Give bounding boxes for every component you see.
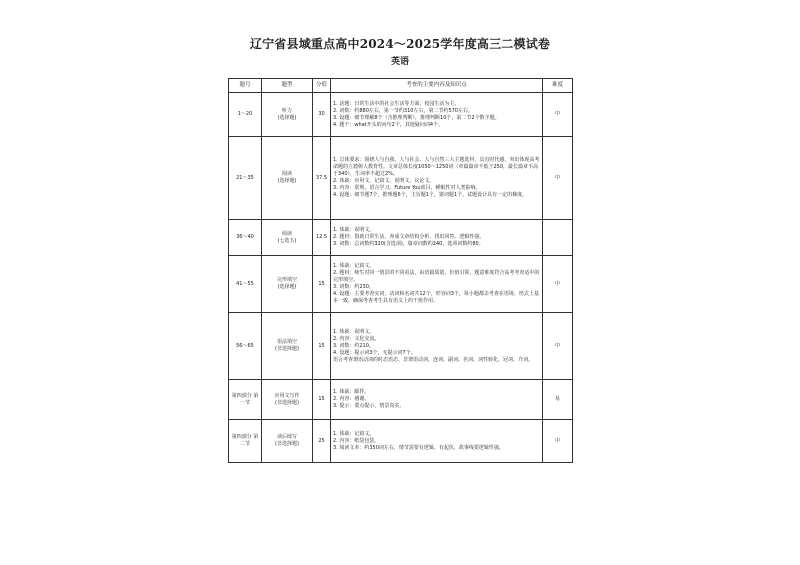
- content-line: 3. 词数：约210。: [333, 342, 374, 349]
- table-row: [229, 220, 573, 256]
- header-type: 题型: [262, 79, 313, 93]
- content-line: 1. 体裁：记叙文。: [333, 430, 375, 437]
- row-score: 30: [313, 93, 331, 137]
- row-type-format: (七选五): [277, 237, 297, 244]
- row-difficulty: 易: [543, 380, 573, 420]
- row-difficulty: 中: [543, 137, 573, 220]
- row-type-name: 阅读: [281, 230, 292, 237]
- row-type-format: (非选择题): [275, 399, 299, 406]
- table-row: [229, 313, 573, 380]
- row-type-format: (非选择题): [275, 346, 299, 352]
- content-line: 4. 题干：what开头的问句2个，其他疑问词4个。: [333, 121, 444, 128]
- row-type-name: 语法填空: [276, 339, 297, 345]
- content-line: 1. 体裁：邮件。: [333, 389, 370, 395]
- content-line: 2. 词数：约880左右，第一节约310左右，第二节约570左右。: [333, 107, 473, 114]
- row-content: [331, 256, 543, 313]
- table-row: [229, 256, 573, 313]
- header-difficulty: 难度: [543, 79, 573, 93]
- subject-label: 英语: [390, 57, 409, 67]
- row-type: [262, 137, 313, 220]
- row-type-format: (选择题): [277, 284, 297, 290]
- content-line: 1. 体裁：说明文。: [333, 227, 375, 233]
- row-content: [331, 380, 543, 420]
- row-content: [331, 93, 543, 137]
- row-type: [262, 420, 313, 463]
- row-score: 15: [313, 256, 331, 313]
- row-number: 56～65: [229, 313, 262, 380]
- header-score: 分值: [313, 79, 331, 93]
- row-type-name: 应用文写作: [274, 392, 300, 399]
- row-number: 41～55: [229, 256, 262, 313]
- content-line: 2. 题材：借助日常生活，养成文章结构分析，找出回答、逻辑性强。: [333, 234, 485, 240]
- row-type: [262, 220, 313, 256]
- content-line: 3. 词数：总词数约320(含选项)，篇章词数约240，选项词数约80。: [333, 241, 484, 247]
- content-line: 3. 提示：要点提示，情景真实。: [333, 403, 405, 409]
- table-row: [229, 137, 573, 220]
- content-line: 3. 阅读文本：约350词左右，情节需要有逻辑，有起伏，故事线要逻辑性强。: [333, 444, 504, 451]
- row-difficulty: 中: [543, 93, 573, 137]
- row-difficulty: 中: [543, 420, 573, 463]
- row-content: [331, 313, 543, 380]
- document-title: 辽宁省县域重点高中2024～2025学年度高三二模试卷: [249, 37, 551, 51]
- row-number: 第四部分 第二节: [229, 420, 262, 463]
- row-type: [262, 256, 313, 313]
- row-score: 25: [313, 420, 331, 463]
- row-number: 1～20: [229, 93, 262, 137]
- table-row: [229, 93, 573, 137]
- content-line: 4. 设题：细节题7个，推理题6个，主旨题1个，猜词题1个。试题设计具有一定的梯度。: [333, 192, 528, 198]
- content-line: 1. 话题：日常生活中的社会生活等方面；校园生活为主。: [333, 100, 460, 107]
- content-line: 1. 体裁：说明文。: [333, 328, 375, 335]
- row-type-name: 读后续写: [276, 434, 297, 440]
- content-line: 2. 体裁：应用文、记叙文、说明文、议论文。: [333, 178, 435, 184]
- row-content: [331, 220, 543, 256]
- content-line: 2. 内容：文化交流。: [333, 335, 380, 342]
- row-score: 15: [313, 380, 331, 420]
- row-difficulty: [543, 220, 573, 256]
- content-line: 3. 词数：约230。: [333, 284, 374, 290]
- content-line: 1. 总体要求：围绕人与自我、人与社会、人与自然三大主题选材，具有时代感，突出体现高考命题的立德树人教育性。文章总体长度1050～1250词（单篇篇章不低于250，最长篇章不高于340），生词率不超过2%。: [333, 157, 540, 177]
- content-line: 3. 设题：细节理解8个（含推理判断），推理判断10个，第二节2个数字题。: [333, 114, 500, 121]
- row-score: 12.5: [313, 220, 331, 256]
- content-line: 2. 内容：感谢。: [333, 396, 370, 402]
- row-type-name: 完形填空: [276, 277, 297, 283]
- row-type: [262, 93, 313, 137]
- table-header-row: [229, 79, 573, 93]
- content-line: 2. 题材：师生对同一情景的不同看法，由语篇质量，价值引领，题意难度符合高考考查适中的完形填空。: [333, 270, 540, 283]
- content-line: 3. 内容：常规、语言学习、Future You项目、睡眠性对人类影响。: [333, 185, 481, 191]
- exam-spec-table: [228, 78, 573, 463]
- row-type: [262, 313, 313, 380]
- row-type: [262, 380, 313, 420]
- row-number: 36～40: [229, 220, 262, 256]
- content-line: 语言考查谓语动词的时态语态、非谓语动词、连词、副词、名词、词性转化、冠词、介词。: [333, 356, 534, 363]
- content-line: 2. 内容：纸袋包装。: [333, 437, 380, 444]
- table-row: [229, 380, 573, 420]
- row-score: 37.5: [313, 137, 331, 220]
- row-number: 第四部分 第一节: [229, 380, 262, 420]
- row-difficulty: 中: [543, 256, 573, 313]
- row-content: [331, 137, 543, 220]
- row-number: 21～35: [229, 137, 262, 220]
- row-content: [331, 420, 543, 463]
- row-difficulty: 中: [543, 313, 573, 380]
- table-row: [229, 420, 573, 463]
- row-type-format: (非选择题): [275, 441, 299, 447]
- header-number: 题号: [229, 79, 262, 93]
- row-score: 15: [313, 313, 331, 380]
- row-type-format: (选择题): [277, 114, 297, 121]
- row-type-format: (选择题): [277, 178, 297, 184]
- header-content: 考查的主要内容及知识点: [331, 79, 543, 93]
- content-line: 4. 设题：提示词3个，无提示词7个。: [333, 349, 416, 356]
- row-type-name: 阅读: [281, 171, 292, 177]
- row-type-name: 听力: [281, 107, 292, 114]
- content-line: 4. 设题：主要考查实词，动词和名词共12个，形容词3个，每小题都去考查在语境、形式上基本一致，确保考查考生具有语义上的干扰作用。: [333, 291, 539, 304]
- content-line: 1. 体裁：记叙文。: [333, 263, 375, 269]
